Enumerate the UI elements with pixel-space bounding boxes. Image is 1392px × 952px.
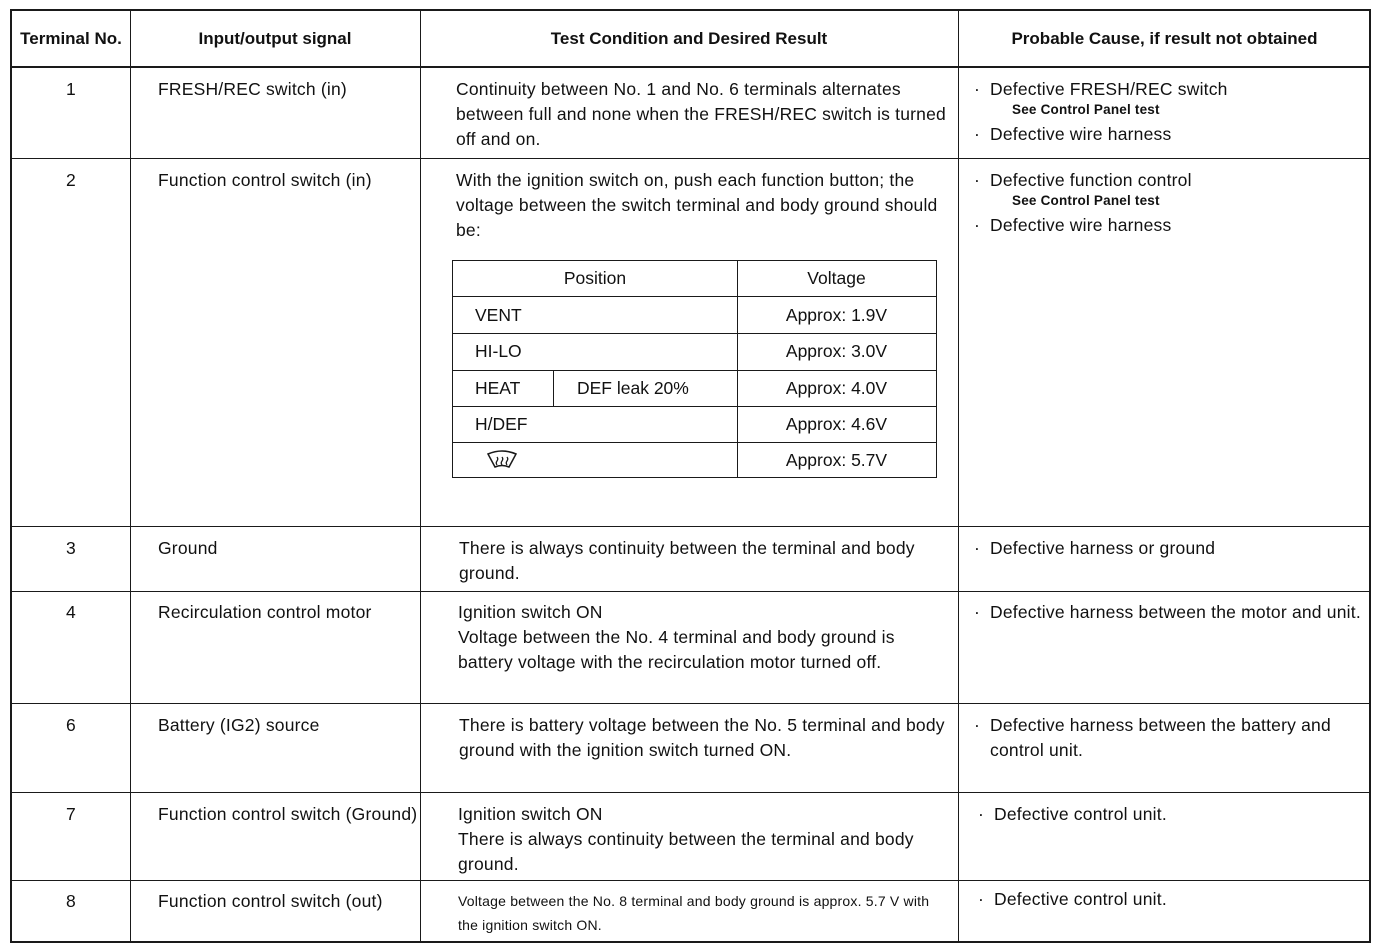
probable-cause [974,168,1369,238]
voltage-position-extra: DEF leak 20% [577,378,689,398]
terminal-number: 6 [66,715,76,735]
terminal-number: 1 [66,79,76,99]
row-divider [12,591,1369,592]
voltage-position: HEAT [475,378,521,398]
terminal-number: 7 [66,804,76,824]
test-condition: Voltage between the No. 8 terminal and body ground is approx. 5.7 V with the ignition switch ON. [458,893,930,933]
voltage-value: Approx: 4.0V [785,378,888,398]
signal-name: Recirculation control motor [158,602,372,622]
header-signal: Input/output signal [198,29,352,48]
test-condition: There is always continuity between the terminal and body ground. [459,538,915,583]
header-terminal: Terminal No. [20,29,122,48]
probable-cause [974,536,1369,561]
signal-name: Function control switch (Ground) [158,804,418,824]
cause-item: · Defective control unit. [978,887,1373,912]
cause-item: · Defective harness between the motor and unit. [974,600,1369,625]
terminal-test-table [10,9,1371,943]
voltage-position: VENT [475,305,522,325]
voltage-position: H/DEF [475,414,528,434]
probable-cause [974,77,1369,147]
signal-name: Function control switch (in) [158,170,372,190]
row-divider [12,703,1369,704]
see-note: See Control Panel test [1012,102,1160,117]
voltage-value: Approx: 5.7V [785,450,888,470]
cause-item: · Defective wire harness [974,122,1369,147]
test-line: Voltage between the No. 4 terminal and body ground is battery voltage with the recirculation motor turned off. [458,627,895,672]
voltage-position: HI-LO [475,341,522,361]
signal-name: Battery (IG2) source [158,715,320,735]
test-condition [458,600,948,675]
test-condition: With the ignition switch on, push each function button; the voltage between the switch terminal and body ground should be: [456,170,938,240]
header-cause: Probable Cause, if result not obtained [1011,29,1318,48]
test-line: Ignition switch ON [458,602,603,622]
voltage-table-header-position: Position [563,268,627,288]
cause-item: · Defective harness between the battery and control unit. [974,713,1369,763]
column-divider [130,11,131,941]
row-divider [12,158,1369,159]
terminal-number: 3 [66,538,76,558]
probable-cause [978,887,1373,912]
voltage-value: Approx: 3.0V [785,341,888,361]
signal-name: FRESH/REC switch (in) [158,79,347,99]
voltage-table-header-voltage: Voltage [807,268,866,288]
cause-item: · Defective wire harness [974,213,1369,238]
see-note: See Control Panel test [1012,193,1160,208]
cause-item: · Defective FRESH/REC switch [974,77,1369,102]
probable-cause [974,713,1369,763]
test-line: Ignition switch ON [458,804,603,824]
row-divider [12,880,1369,881]
test-condition: Continuity between No. 1 and No. 6 terminals alternates between full and none when the FRESH/REC switch is turned off and on. [456,79,946,149]
cause-item: · Defective function control [974,168,1369,193]
signal-name: Ground [158,538,218,558]
test-condition: There is battery voltage between the No. 5 terminal and body ground with the ignition switch turned ON. [459,715,945,760]
voltage-value: Approx: 4.6V [785,414,888,434]
voltage-value: Approx: 1.9V [785,305,888,325]
probable-cause [974,600,1369,625]
terminal-number: 2 [66,170,76,190]
probable-cause [978,802,1373,827]
test-line: There is always continuity between the terminal and body ground. [458,829,914,874]
header-test: Test Condition and Desired Result [550,29,828,48]
voltage-table [452,260,937,478]
row-divider [12,526,1369,527]
signal-name: Function control switch (out) [158,891,383,911]
defrost-icon [485,449,519,483]
voltage-table-subdivider [553,370,554,406]
terminal-number: 4 [66,602,76,622]
cause-item: · Defective control unit. [978,802,1373,827]
terminal-number: 8 [66,891,76,911]
cause-item: · Defective harness or ground [974,536,1369,561]
test-condition [458,802,948,877]
row-divider [12,66,1369,68]
row-divider [12,792,1369,793]
column-divider [958,11,959,941]
